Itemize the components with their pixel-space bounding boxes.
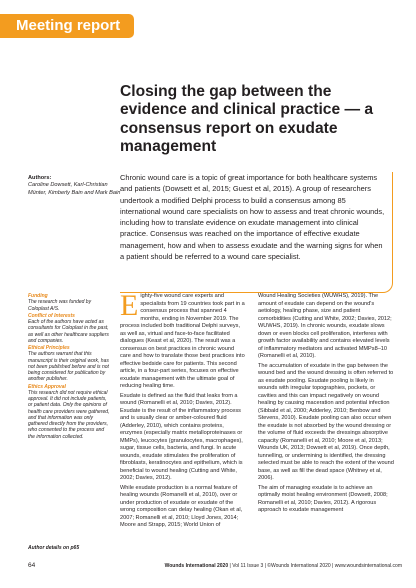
note-funding xyxy=(28,293,112,312)
journal-citation xyxy=(165,563,402,569)
section-label-bar xyxy=(0,14,134,38)
notes-sidebar xyxy=(28,293,112,441)
note-ethical-principles xyxy=(28,345,112,383)
authors-label: Authors: xyxy=(28,175,52,181)
note-ethics-approval xyxy=(28,384,112,440)
journal-details: | Vol 11 Issue 3 | ©Wounds International 2020 | www.woundsinternational.com xyxy=(229,563,402,569)
abstract-text: Chronic wound care is a topic of great importance for both healthcare systems and patients (Dowsett et al, 2015; Guest et al, 2015). A group of researchers undertook a modified Delphi process to build a consensus among 85 international wound care specialists on how to assess and treat chronic wounds, including how to translate evidence on exudate management into clinical practice. Consensus was reached on the importance of effective exudate management, how and when to assess exudate and the warning signs for when a patient should be referred to a wound care specialist. xyxy=(120,173,385,262)
note-text: This research did not require ethical approval. It did not include patients, or patient data. Only the opinions of health care providers were gathered, and that information was only gathered directly from the providers, who consented to the process and the information collected. xyxy=(28,389,110,440)
body-column-2 xyxy=(258,293,394,517)
page-footer xyxy=(0,562,416,576)
authors-names: Caroline Dowsett, Karl-Christian Münter, Kimberly Bain and Mark Bain xyxy=(28,182,121,196)
body-paragraph: Wound Healing Societies (WUWHS), 2019). The amount of exudate can depend on the wound's aetiology, healing phase, size and patient comorbidities (Cutting and White, 2002; Davies, 2012; WUWHS, 2019). In chronic wounds, exudate slows down or even blocks cell proliferation, interferes with growth factor availability and contains elevated levels of inflammatory mediators and activated MMPs8–10 (Romanelli et al, 2010). xyxy=(258,293,392,359)
body-paragraph-text: ighty-five wound care experts and specialists from 19 countries took part in a consensus process that spanned 4 months, ending in November 2019. The process included both traditional Delphi surveys, as well as, virtual and face-to-face facilitated dialogues (Keast et al, 2020). The result was a consensus on best practices in chronic wound care and how to translate those best practices into effective bedside care for patients. This second article, in a four-part series, focuses on effective exudate management with the ultimate goal of reducing healing time. xyxy=(120,293,245,389)
author-details-link: Author details on p65 xyxy=(28,545,80,551)
note-heading: Conflict of Interests xyxy=(28,312,75,319)
section-label: Meeting report xyxy=(16,17,121,34)
body-paragraph: Exudate is defined as the fluid that leaks from a wound (Romanelli et al, 2010; Davies, 2012). Exudate is the result of the inflammatory process and is usually clear or amber-coloured fluid (Adderley, 2010), which contains proteins, enzymes (especially matrix metalloproteinases or MMPs), leucocytes (granulocytes, macrophages), sugar, tissue cells, bacteria, and fungi. In acute wounds, exudate stimulates the proliferation of fibroblasts, keratinocytes and epithelium, which is beneficial to wound healing (Cutting and White, 2002; Davies, 2012). xyxy=(120,392,243,481)
body-paragraph xyxy=(120,289,246,391)
body-paragraph: The aim of managing exudate is to achieve an optimally moist healing environment (Dowsett, 2008; Romanelli et al, 2010; Davies, 2012). A rigorous approach to exudate management xyxy=(258,484,388,513)
note-text: Each of the authors have acted as consultants for Coloplast in the past, as well as other healthcare suppliers and companies. xyxy=(28,319,109,344)
journal-name: Wounds International 2020 xyxy=(164,563,229,569)
note-heading: Ethics Approval xyxy=(28,383,66,390)
note-conflict xyxy=(28,313,112,344)
body-column-1 xyxy=(120,289,246,532)
body-paragraph: The accumulation of exudate in the gap between the wound bed and the wound dressing is often referred to as exudate pooling. Exudate pooling is likely in wounds with irregular topographies, pockets, or cavities and this can impact negatively on wound healing by causing maceration and potential infection (Sibbald et al, 2000; Adderley, 2010; Benbow and Stevens, 2010). Exudate pooling can also occur when the exudate is not absorbed by the wound dressing or the volume of fluid exceeds the dressings absorptive capacity (Romanelli et al, 2010; Moore et al, 2013; Wounds UK, 2013; Dowsett et al, 2019). Once depth, tunnelling, or undermining is identified, the dressing selected must be able to reach the extent of the wound base, as well as fill the dead space (Whitney et al, 2006). xyxy=(258,362,394,481)
note-text: The research was funded by Coloplast A/S. xyxy=(28,299,92,312)
note-text: The authors warrant that this manuscript is their original work, has not been published before and is not being considered for publication by another publisher. xyxy=(28,351,109,383)
drop-cap: E xyxy=(120,289,139,322)
page-number: 64 xyxy=(28,562,36,569)
note-heading: Funding xyxy=(28,293,48,299)
authors-block xyxy=(28,175,122,197)
article-title: Closing the gap between the evidence and clinical practice — a consensus report on exudate management xyxy=(120,83,374,156)
body-paragraph: While exudate production is a normal feature of healing wounds (Romanelli et al, 2010), over or under production of exudate or exudate of the wrong composition can delay healing (Okan et al, 2007; Romanelli et al, 2010; Lloyd Jones, 2014; Moore and Strapp, 2015; World Union of xyxy=(120,484,243,528)
abstract-box xyxy=(120,172,393,293)
note-heading: Ethical Principles xyxy=(28,345,70,351)
